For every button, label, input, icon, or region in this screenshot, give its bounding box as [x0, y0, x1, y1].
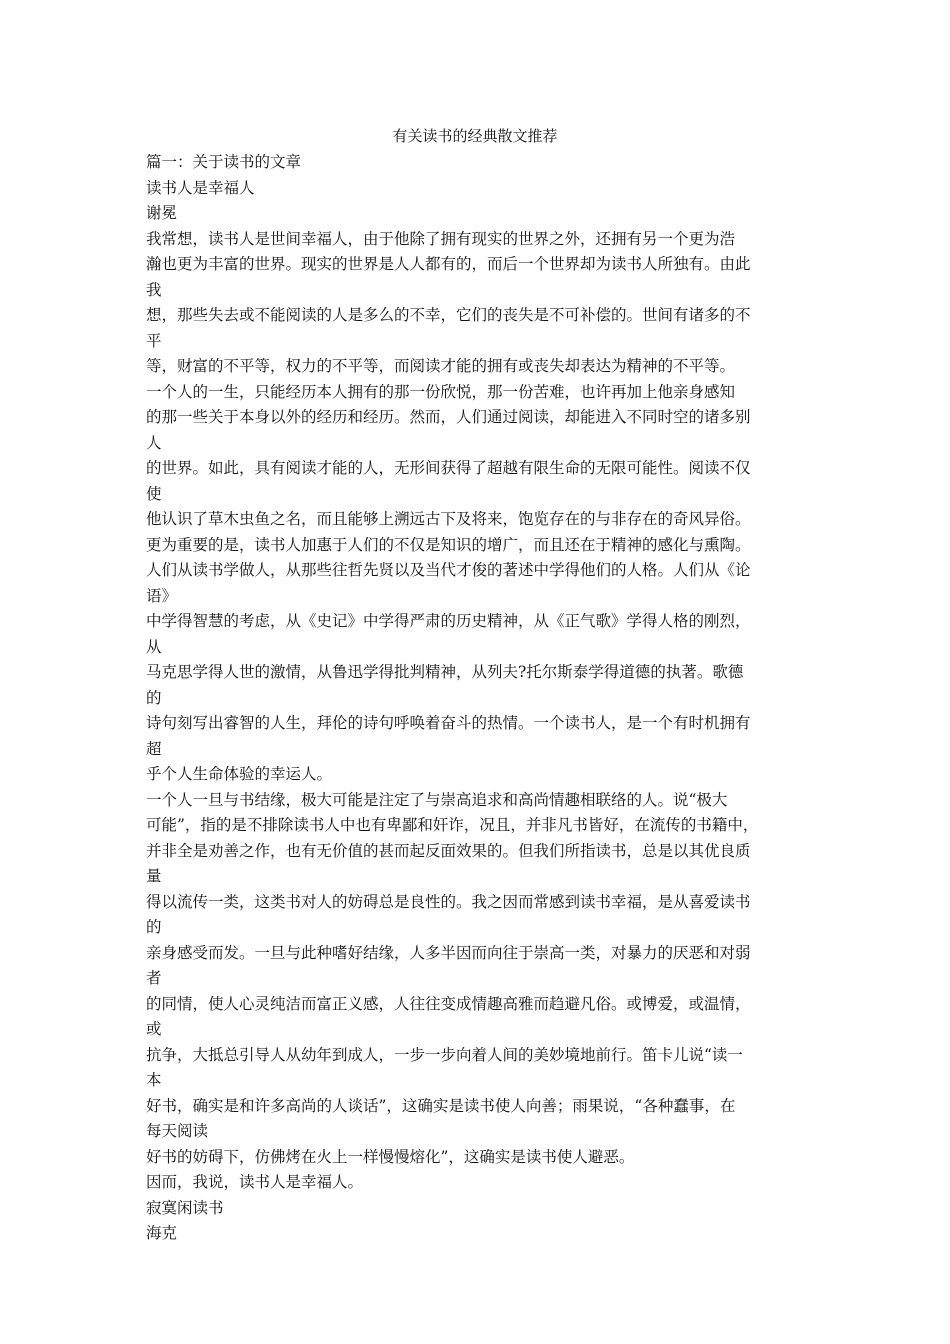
text-line: 读书人是幸福人 — [146, 178, 255, 197]
text-line: 因而，我说，读书人是幸福人。 — [146, 1173, 364, 1191]
text-line: 我常想，读书人是世间幸福人，由于他除了拥有现实的世界之外，还拥有另一个更为浩 — [146, 229, 736, 248]
text-line: 马克思学得人世的激情，从鲁迅学得批判精神，从列夫?托尔斯泰学得道德的执著。歌德 — [146, 663, 744, 681]
text-line: 从 — [146, 637, 162, 656]
text-line: 本 — [146, 1071, 162, 1089]
text-line: 乎个人生命体验的幸运人。 — [146, 765, 333, 783]
text-line: 每天阅读 — [146, 1122, 209, 1140]
text-line: 人 — [146, 433, 162, 452]
text-line: 一个人的一生，只能经历本人拥有的那一份欣悦，那一份苦难，也许再加上他亲身感知 — [146, 382, 736, 401]
text-line: 我 — [146, 280, 162, 299]
text-line: 的世界。如此，具有阅读才能的人，无形间获得了超越有限生命的无限可能性。阅读不仅 — [146, 459, 751, 477]
text-line: 的那一些关于本身以外的经历和经历。然而，人们通过阅读，却能进入不同时空的诸多别 — [146, 408, 751, 426]
text-line: 等，财富的不平等，权力的不平等，而阅读才能的拥有或丧失却表达为精神的不平等。 — [146, 357, 736, 375]
text-line: 使 — [146, 484, 162, 503]
text-line: 量 — [146, 867, 162, 885]
text-line: 好书，确实是和许多高尚的人谈话”，这确实是读书使人向善；雨果说，“各种蠢事，在 — [146, 1096, 736, 1115]
document-body — [146, 150, 826, 1247]
text-line: 谢冕 — [146, 204, 178, 222]
text-line: 海克 — [146, 1224, 178, 1242]
text-line: 更为重要的是，读书人加惠于人们的不仅是知识的增广，而且还在于精神的感化与熏陶。 — [146, 535, 751, 554]
text-line: 可能”，指的是不排除读书人中也有卑鄙和奸诈，况且，并非凡书皆好，在流传的书籍中， — [146, 816, 759, 834]
document-title: 有关读书的经典散文推荐 — [392, 127, 558, 145]
text-line: 想，那些失去或不能阅读的人是多么的不幸，它们的丧失是不可补偿的。世间有诸多的不 — [146, 306, 751, 324]
text-line: 人们从读书学做人，从那些往哲先贤以及当代才俊的著述中学得他们的人格。人们从《论 — [146, 561, 751, 579]
text-line: 中学得智慧的考虑，从《史记》中学得严肃的历史精神，从《正气歌》学得人格的刚烈， — [146, 612, 751, 630]
text-line: 或 — [146, 1020, 162, 1038]
text-line: 的 — [146, 688, 162, 707]
text-line: 好书的妨碍下，仿佛烤在火上一样慢慢熔化”，这确实是读书使人避恶。 — [146, 1147, 635, 1166]
text-line: 平 — [146, 331, 162, 350]
text-line: 寂寞闲读书 — [146, 1198, 224, 1217]
text-line: 的同情，使人心灵纯洁而富正义感，人往往变成情趣高雅而趋避凡俗。或博爱，或温情， — [146, 994, 751, 1013]
text-line: 得以流传一类，这类书对人的妨碍总是良性的。我之因而常感到读书幸福，是从喜爱读书 — [146, 892, 751, 911]
text-line: 并非全是劝善之作，也有无价值的甚而起反面效果的。但我们所指读书，总是以其优良质 — [146, 841, 751, 860]
text-line: 瀚也更为丰富的世界。现实的世界是人人都有的，而后一个世界却为读书人所独有。由此 — [146, 255, 751, 273]
text-line: 诗句刻写出睿智的人生，拜伦的诗句呼唤着奋斗的热情。一个读书人，是一个有时机拥有 — [146, 714, 751, 732]
text-line: 者 — [146, 969, 162, 987]
text-line: 亲身感受而发。一旦与此种嗜好结缘，人多半因而向往于崇高一类，对暴力的厌恶和对弱 — [146, 943, 751, 962]
text-line: 超 — [146, 739, 162, 758]
text-line: 的 — [146, 918, 162, 936]
text-line: 一个人一旦与书结缘，极大可能是注定了与崇高追求和高尚情趣相联络的人。说“极大 — [146, 790, 728, 809]
text-line: 篇一：关于读书的文章 — [146, 153, 302, 171]
text-line: 他认识了草木虫鱼之名，而且能够上溯远古下及将来，饱览存在的与非存在的奇风异俗。 — [146, 510, 751, 528]
text-line: 语》 — [146, 586, 178, 605]
text-line: 抗争，大抵总引导人从幼年到成人，一步一步向着人间的美妙境地前行。笛卡儿说“读一 — [146, 1045, 743, 1064]
